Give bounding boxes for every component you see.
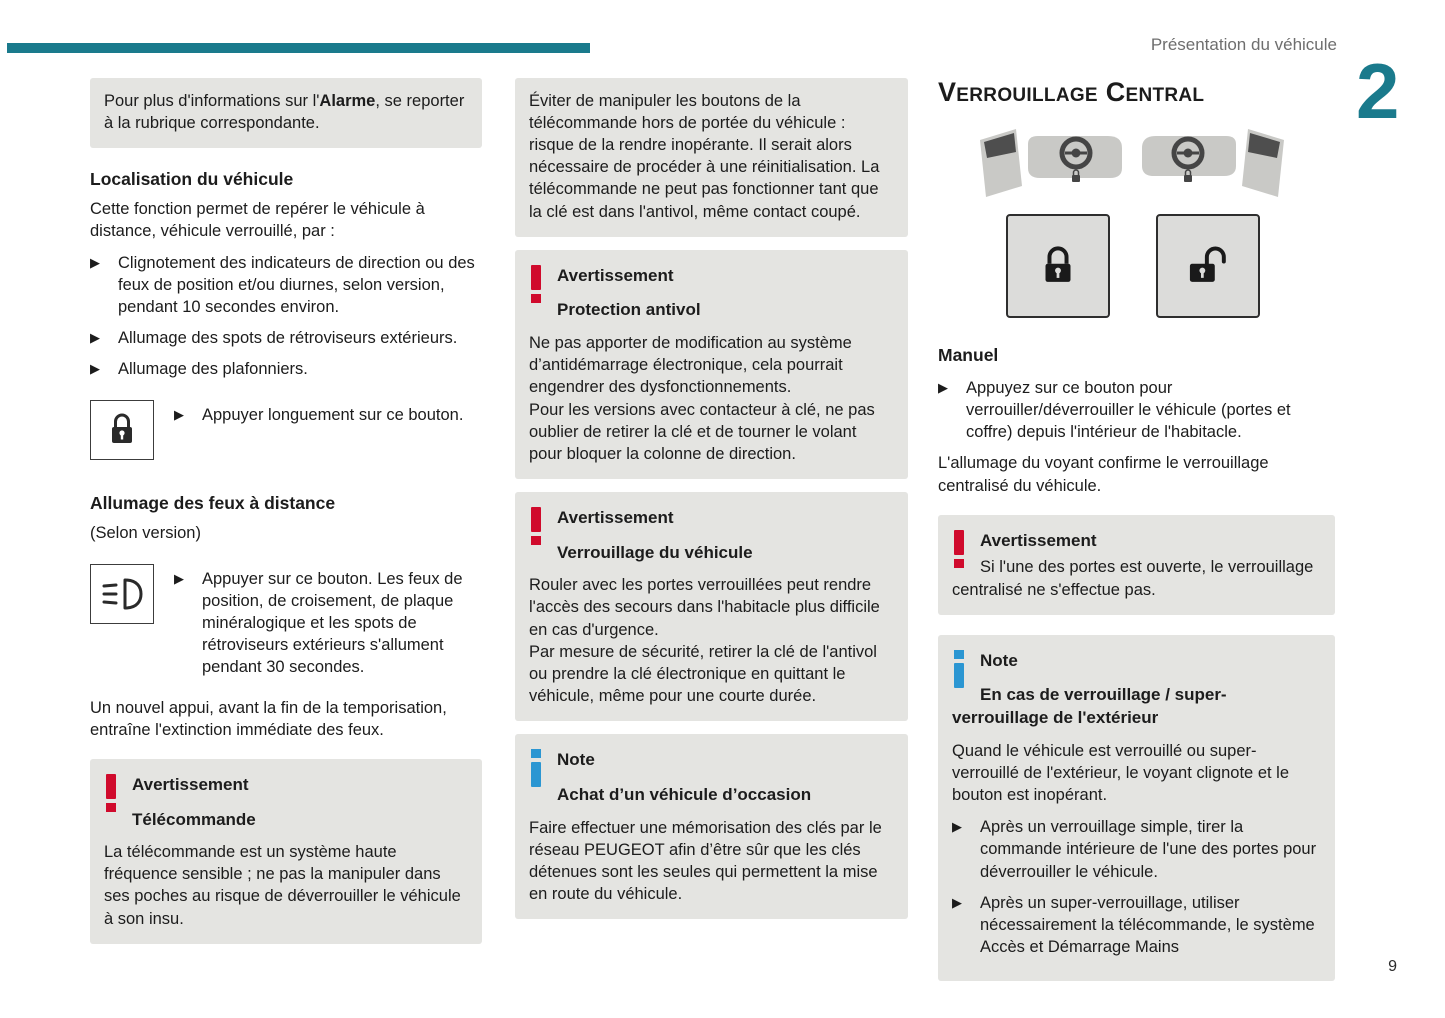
note-box-occasion: [515, 734, 908, 919]
warning-icon: [531, 265, 541, 303]
lock-button-row: [90, 400, 482, 460]
door-diagrams: [976, 126, 1335, 198]
light-button-pictogram: [90, 564, 154, 624]
warning-body: Si l'une des portes est ouverte, le verrouillage centralisé ne s'effectue pas.: [952, 558, 1314, 599]
warning-body: Pour les versions avec contacteur à clé, ne pas oublier de retirer la clé et de tourner le volant pour bloquer la colonne de direction.: [529, 400, 875, 463]
note-box-verrouillage-exterieur: [938, 635, 1335, 981]
note-body: Faire effectuer une mémorisation des clés par le réseau PEUGEOT afin d’être sûr que les clés détenues sont les seules qui permettent la mise en route du véhicule.: [529, 818, 882, 903]
note-icon: [954, 650, 964, 688]
bullet-item: [952, 816, 1321, 882]
feux-distance-paragraph: Un nouvel appui, avant la fin de la temporisation, entraîne l'extinction immédiate des feux.: [90, 698, 447, 739]
warning-title: Avertissement: [557, 265, 674, 285]
bullet-item: [90, 252, 482, 318]
localisation-bullet-list: [90, 252, 482, 381]
padlock-open-icon: [1182, 241, 1234, 291]
note-bullet-list: [952, 816, 1321, 958]
warning-subtitle: Protection antivol: [557, 300, 701, 320]
header-accent-bar: [7, 43, 590, 53]
manuel-paragraph: L'allumage du voyant confirme le verrouillage centralisé du véhicule.: [938, 454, 1269, 495]
warning-subtitle: Verrouillage du véhicule: [557, 542, 753, 562]
section-heading-verrouillage-central: Verrouillage Central: [938, 77, 1205, 107]
bullet-text: Allumage des spots de rétroviseurs extérieurs.: [118, 329, 458, 348]
bullet-text: Après un verrouillage simple, tirer la commande intérieure de l'une des portes pour déverrouiller le véhicule.: [980, 818, 1317, 881]
alarm-info-text: Pour plus d'informations sur l'Alarme, se reporter à la rubrique correspondante.: [104, 92, 465, 133]
headlight-icon: [100, 575, 144, 613]
heading-localisation: Localisation du véhicule: [90, 169, 294, 190]
warning-box-portes: [938, 515, 1335, 615]
page-header-title: Présentation du véhicule: [1150, 35, 1337, 54]
warning-subtitle: Télécommande: [132, 809, 256, 829]
note-subtitle: En cas de verrouillage / super-verrouillage de l'extérieur: [952, 685, 1227, 728]
column-left: [90, 78, 482, 964]
lock-closed-button-pictogram: [1006, 214, 1110, 318]
bullet-text: Allumage des plafonniers.: [118, 360, 308, 379]
bullet-text: Appuyez sur ce bouton pour verrouiller/déverrouiller le véhicule (portes et coffre) depuis l'intérieur de l'habitacle.: [966, 379, 1291, 442]
alarm-bold-word: Alarme: [319, 92, 376, 110]
bullet-item: [938, 377, 1335, 443]
heading-manuel: Manuel: [938, 344, 999, 365]
bullet-text: Après un super-verrouillage, utiliser nécessairement la télécommande, le système Accès et Démarrage Mains: [980, 893, 1315, 956]
alarm-info-box: [90, 78, 482, 148]
chapter-number: 2: [1356, 47, 1400, 135]
remote-info-box: [515, 78, 908, 237]
light-button-row: [90, 564, 482, 679]
note-icon: [531, 749, 541, 787]
warning-title: Avertissement: [132, 774, 249, 794]
warning-icon: [106, 774, 116, 812]
warning-body: La télécommande est un système haute fréquence sensible ; ne pas la manipuler dans ses poches au risque de déverrouiller le véhicule à son insu.: [104, 843, 461, 928]
padlock-icon: [102, 409, 142, 451]
warning-body: Rouler avec les portes verrouillées peut rendre l'accès des secours dans l'habitacle plus difficile en cas d'urgence.: [529, 576, 880, 639]
door-open-left-diagram: [976, 126, 1126, 198]
page-number: 9: [1388, 958, 1397, 975]
lock-instruction: ▶ Appuyer longuement sur ce bouton.: [174, 404, 463, 426]
feux-distance-subnote: (Selon version): [90, 523, 201, 542]
bullet-item: [952, 892, 1321, 958]
note-title: Note: [557, 750, 595, 770]
remote-info-text: Éviter de manipuler les boutons de la télécommande hors de portée du véhicule : risque de la rendre inopérante. Il serait alors nécessaire de procéder à une réinitialisation. La télécommande ne peut pas fonctionner tant que la clé est dans l'antivol, même contact coupé.: [529, 92, 880, 221]
padlock-closed-icon: [1033, 241, 1083, 291]
manuel-bullet-list: [938, 377, 1335, 443]
lock-button-pictogram: [90, 400, 154, 460]
light-instruction: ▶ Appuyer sur ce bouton. Les feux de position, de croisement, de plaque minéralogique et les spots de rétroviseurs extérieurs s'allument pendant 30 secondes.: [174, 568, 482, 679]
warning-box-antivol: [515, 250, 908, 479]
note-subtitle: Achat d’un véhicule d’occasion: [557, 784, 812, 804]
warning-title: Avertissement: [980, 530, 1097, 550]
note-title: Note: [980, 650, 1018, 670]
warning-body: Par mesure de sécurité, retirer la clé de l'antivol ou prendre la clé électronique en quittant le véhicule, même pour une courte durée.: [529, 642, 877, 705]
bullet-item: [90, 327, 482, 349]
column-middle: [515, 78, 908, 932]
bullet-item: [90, 358, 482, 380]
localisation-intro: Cette fonction permet de repérer le véhicule à distance, véhicule verrouillé, par :: [90, 199, 425, 240]
warning-icon: [954, 530, 964, 568]
lock-buttons: [1006, 214, 1335, 318]
warning-icon: [531, 507, 541, 545]
warning-title: Avertissement: [557, 507, 674, 527]
lock-open-button-pictogram: [1156, 214, 1260, 318]
warning-box-verrouillage: [515, 492, 908, 721]
note-body: Quand le véhicule est verrouillé ou super-verrouillé de l'extérieur, le voyant clignote et le bouton est inopérant.: [952, 741, 1290, 805]
column-right: [938, 78, 1335, 1001]
warning-body: Ne pas apporter de modification au système d’antidémarrage électronique, cela pourrait engendrer des dysfonctionnements.: [529, 334, 852, 397]
heading-feux-distance: Allumage des feux à distance: [90, 493, 336, 514]
bullet-text: Clignotement des indicateurs de direction ou des feux de position et/ou diurnes, selon version, pendant 10 secondes environ.: [118, 253, 475, 317]
warning-box-telecommande: [90, 759, 482, 944]
door-open-right-diagram: [1138, 126, 1288, 198]
central-locking-illustration: [938, 126, 1335, 318]
